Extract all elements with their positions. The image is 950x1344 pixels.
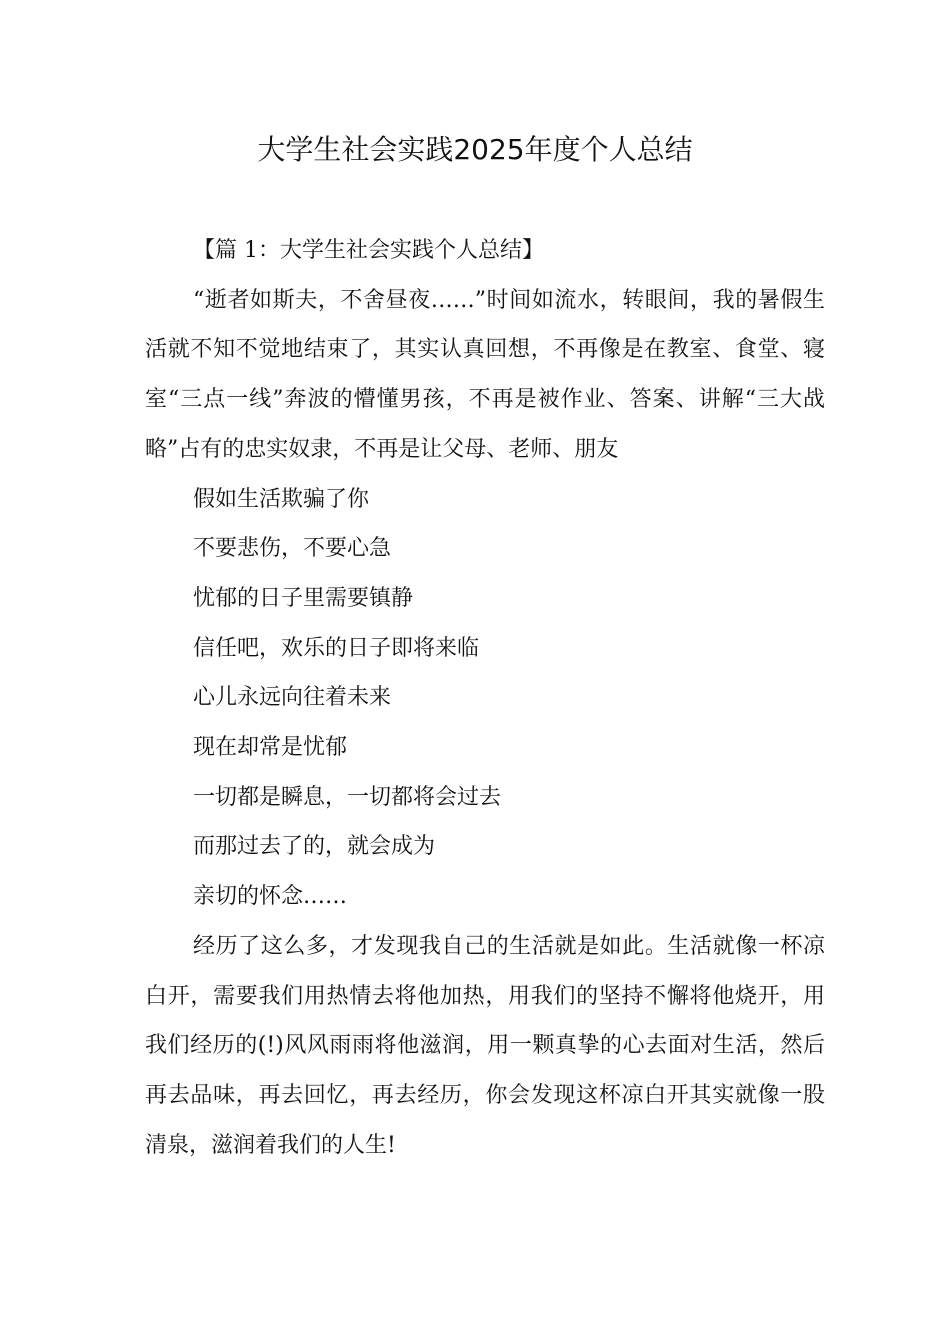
- poem-line: 信任吧，欢乐的日子即将来临: [193, 635, 480, 661]
- document-body: [145, 226, 825, 1170]
- closing-paragraph: 经历了这么多，才发现我自己的生活就是如此。生活就像一杯凉白开，需要我们用热情去将他加热，用我们的坚持不懈将他烧开，用我们经历的(!)风风雨雨将他滋润，用一颗真挚的心去面对生活，然后再去品味，再去回忆，再去经历，你会发现这杯凉白开其实就像一股清泉，滋润着我们的人生!: [145, 933, 825, 1158]
- poem-line: 现在却常是忧郁: [193, 735, 348, 761]
- poem-line: 心儿永远向往着未来: [193, 685, 392, 711]
- document-title: 大学生社会实践2025年度个人总结: [257, 133, 693, 166]
- poem-line: 假如生活欺骗了你: [193, 486, 370, 512]
- section-heading: 【篇 1：大学生社会实践个人总结】: [193, 238, 544, 263]
- poem-line: 不要悲伤，不要心急: [193, 536, 392, 562]
- poem-line: 忧郁的日子里需要镇静: [193, 585, 414, 611]
- poem: [145, 475, 825, 922]
- poem-line: 而那过去了的，就会成为: [193, 834, 436, 860]
- intro-paragraph: “逝者如斯夫，不舍昼夜……”时间如流水，转眼间，我的暑假生活就不知不觉地结束了，其实认真回想，不再像是在教室、食堂、寝室“三点一线”奔波的懵懂男孩，不再是被作业、答案、讲解“三大战略”占有的忠实奴隶，不再是让父母、老师、朋友: [145, 287, 825, 462]
- poem-line: 亲切的怀念……: [193, 884, 348, 910]
- poem-line: 一切都是瞬息，一切都将会过去: [193, 784, 502, 810]
